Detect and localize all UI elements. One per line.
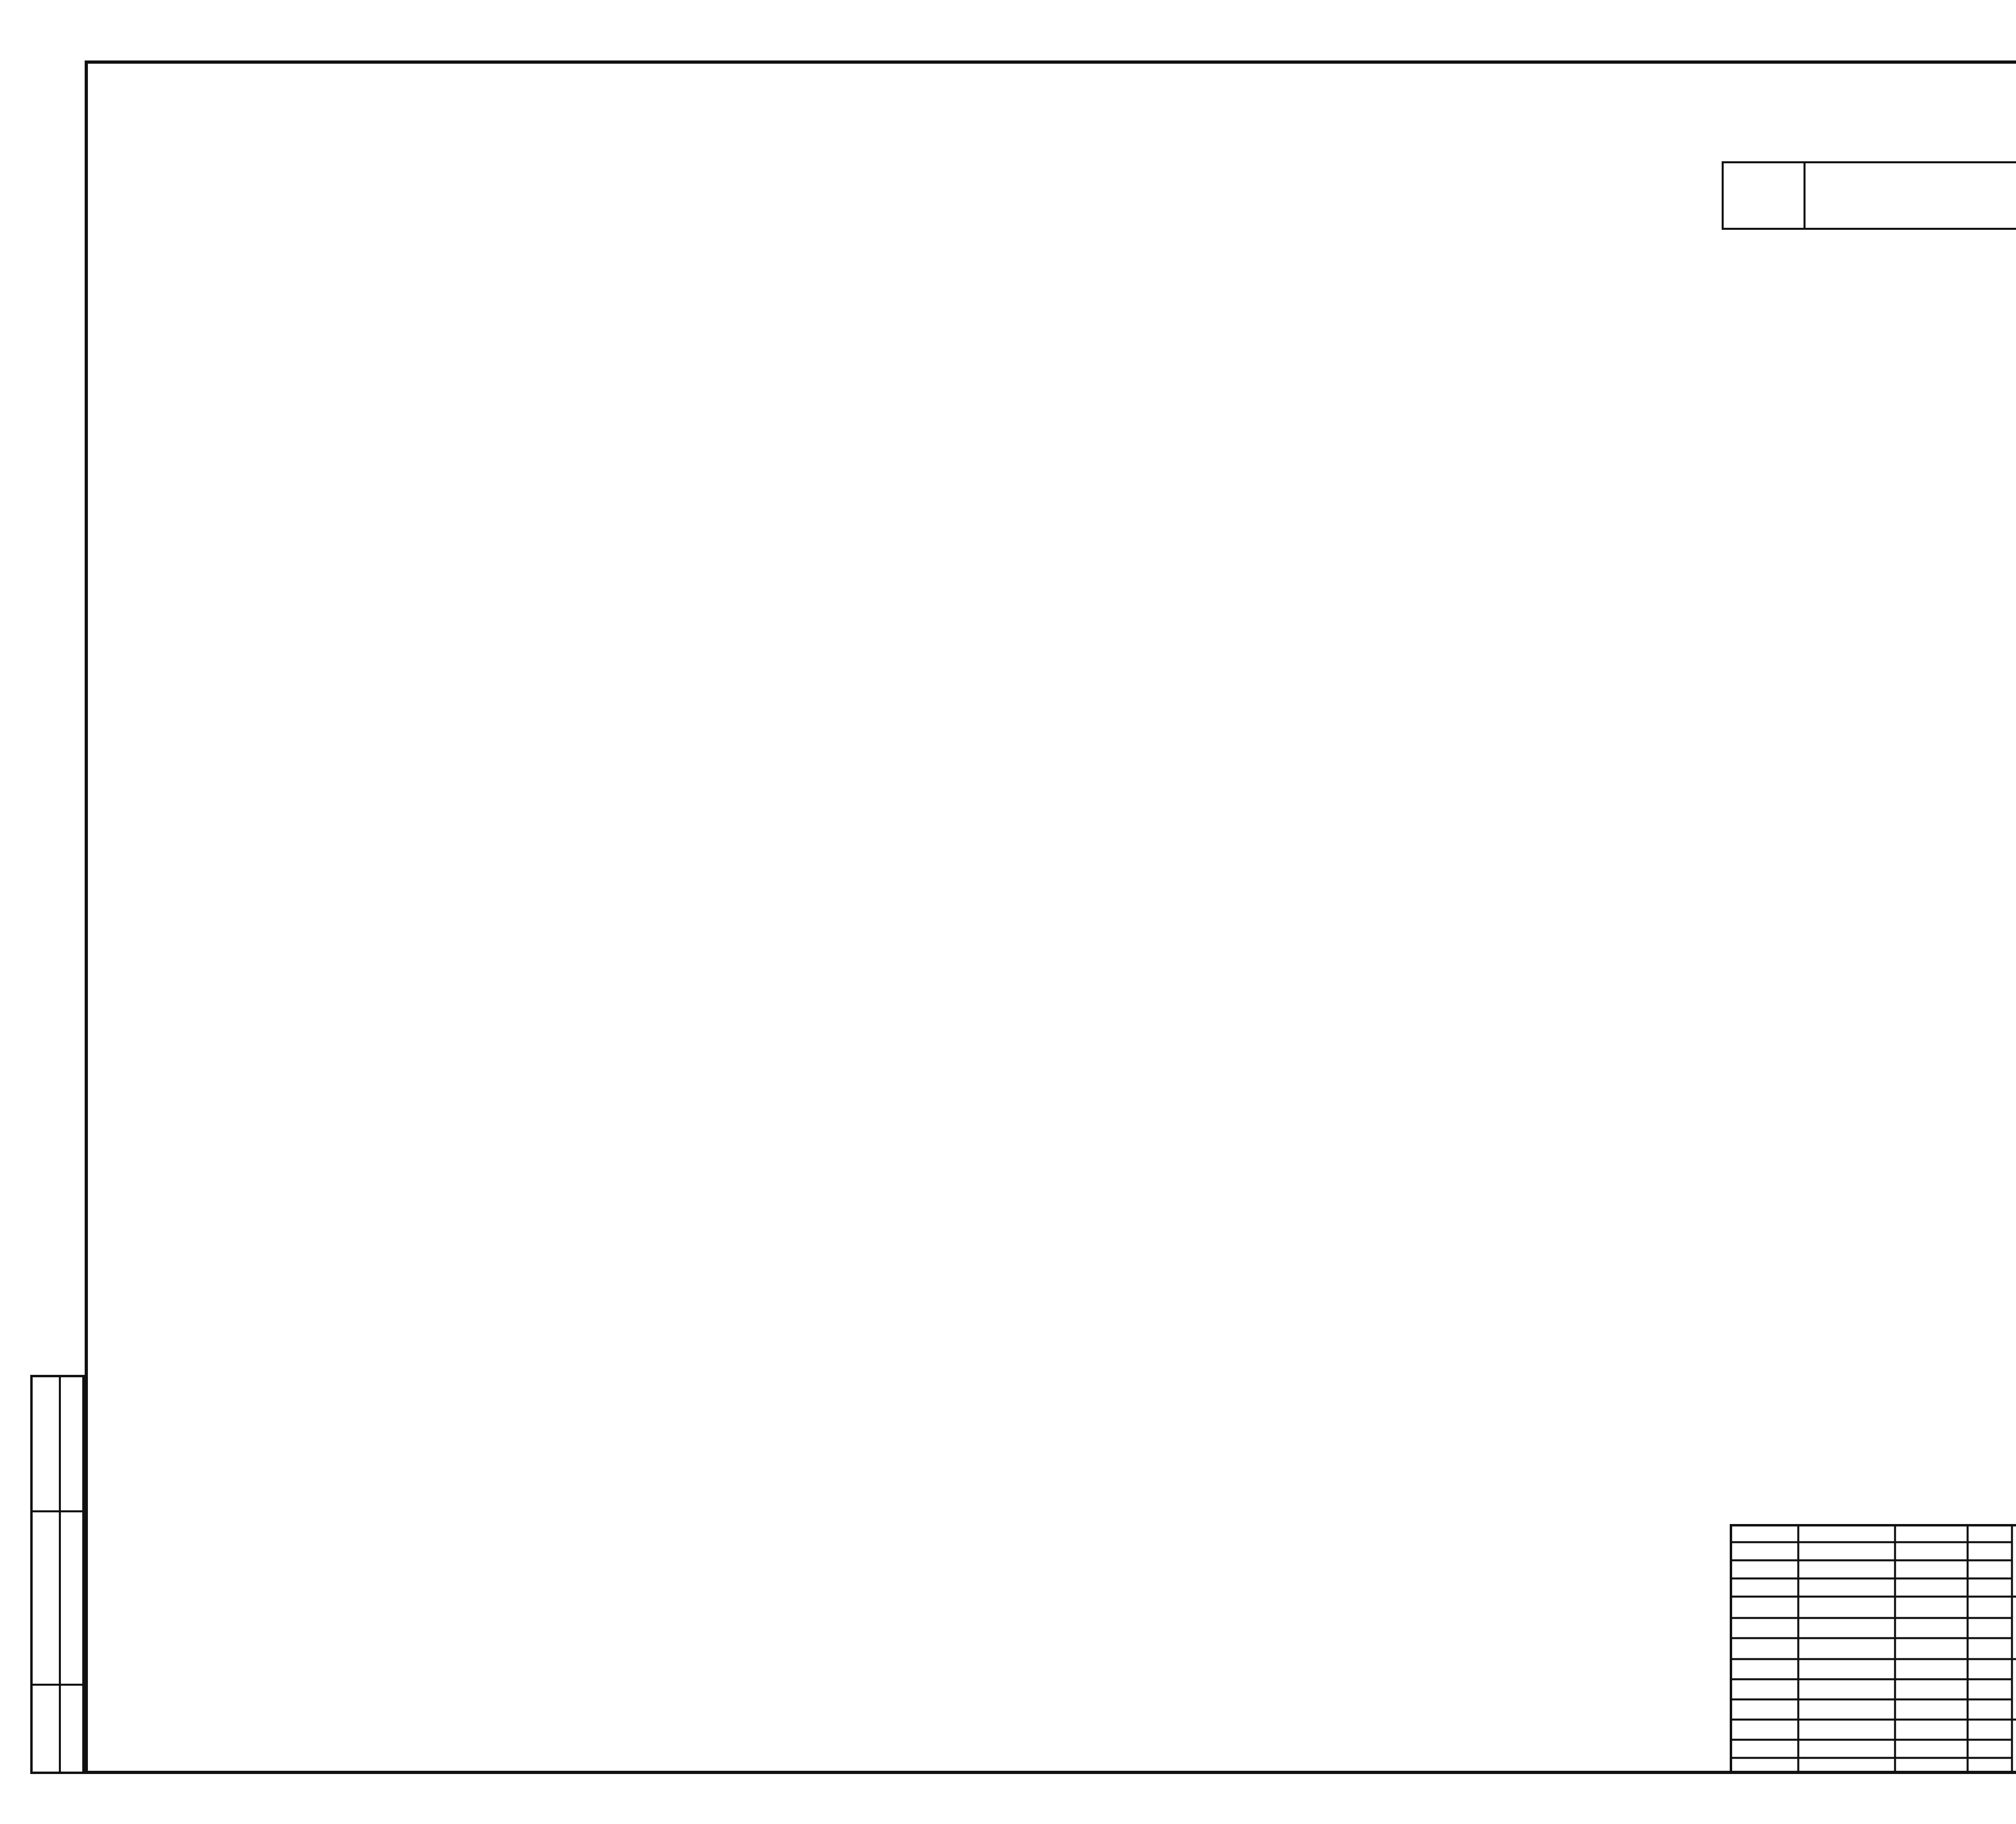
title-block: [1730, 1524, 2016, 1774]
plans-drawing: [85, 60, 1758, 1794]
title-block-grid: [1730, 1524, 2016, 1774]
spec-table: [1722, 161, 2016, 230]
side-stamp: [30, 1375, 85, 1774]
spec-header-pos: [1723, 162, 1805, 229]
spec-header-designation: [1805, 162, 2016, 229]
